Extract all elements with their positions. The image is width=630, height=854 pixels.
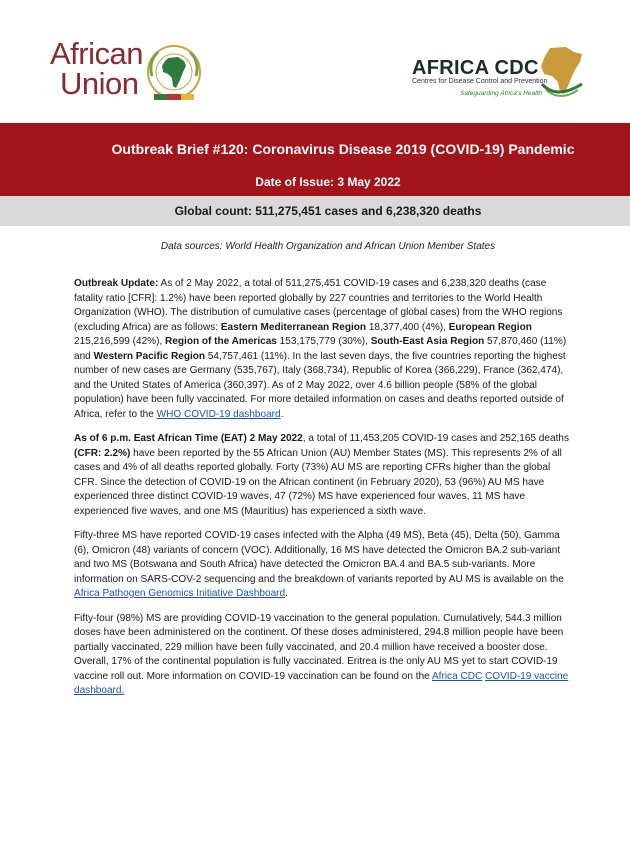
text-span: Fifty-four (98%) MS are providing COVID-19 vaccination to the general population. Cumulatively, 544.3 million doses have been administered on the continent. Of these doses administered, 294.8 million people have been partially vaccinated, 229 million have been fully vaccinated, and 20.4 million have received a booster dose. Overall, 17% of the continental population is fully vaccinated. Eritrea is the only AU MS yet to start COVID-19 vaccine roll out. More information on COVID-19 vaccination can be found on the — [74, 612, 564, 682]
region-amr: Region of the Americas — [165, 336, 277, 347]
text-span: 57,870,460 (11%) and — [74, 336, 567, 362]
text-span: 153,175,779 (30%), — [276, 336, 371, 347]
region-sear: South-East Asia Region — [370, 336, 485, 347]
vaccination-paragraph — [74, 612, 574, 699]
africa-summary-paragraph — [74, 432, 574, 519]
text-span: 18,377,400 (4%), — [366, 321, 449, 333]
cdc-logo-name: AFRICA CDC — [412, 57, 539, 79]
text-span: . — [285, 588, 288, 599]
au-logo-word-african: African — [50, 36, 143, 71]
text-span: , a total of 11,453,205 COVID-19 cases and 252,165 deaths — [302, 433, 569, 444]
africa-cdc-link[interactable]: Africa CDC — [431, 670, 483, 682]
global-count-banner — [0, 196, 630, 226]
data-sources: Data sources: World Health Organization and African Union Member States — [160, 241, 496, 252]
africa-summary-date: As of 6 p.m. East African Time (EAT) 2 May 2022 — [74, 433, 303, 444]
text-span: Fifty-three MS have reported COVID-19 cases infected with the Alpha (49 MS), Beta (45), Delta (50), Gamma (6), Omicron (48) variants of concern (VOC). Additionally, 16 MS have detected the Omicron BA.2 sub-variant and two MS (Botswana and South Africa) have detected the Omicron BA.4 and BA.5 sub-variants. More information on SARS-COV-2 sequencing and the breakdown of variants reported by AU MS is available on the — [74, 530, 564, 585]
vaccine-dashboard-link[interactable]: COVID-19 vaccine dashboard. — [74, 670, 569, 696]
brief-title: Outbreak Brief #120: Coronavirus Disease 2019 (COVID-19) Pandemic — [111, 141, 575, 157]
variants-paragraph — [74, 529, 574, 602]
outbreak-update-label: Outbreak Update: — [74, 278, 159, 289]
cdc-logo-subtitle: Centres for Disease Control and Prevention — [412, 78, 548, 85]
cdc-logo-tagline: Safeguarding Africa's Health — [460, 90, 542, 97]
au-logo-word-union: Union — [60, 66, 139, 101]
africa-cfr: (CFR: 2.2%) — [74, 447, 131, 459]
african-union-logo — [20, 36, 220, 116]
global-count: Global count: 511,275,451 cases and 6,238,320 deaths — [174, 204, 482, 218]
region-emr: Eastern Mediterranean Region — [220, 321, 367, 333]
text-span: As of 2 May 2022, a total of 511,275,451 COVID-19 cases and 6,238,320 deaths (case fatality ratio [CFR]: 1.2%) have been reported globally by 227 countries and territories to the World Health Organization (WHO). The distribution of cumulative cases (percentage of global cases) from the WHO regions (excluding Africa) are as follows: — [74, 278, 563, 333]
who-dashboard-link[interactable]: WHO COVID-19 dashboard — [156, 408, 281, 420]
region-wpr: Western Pacific Region — [93, 350, 206, 362]
region-eur: European Region — [448, 321, 532, 333]
brief-content — [74, 277, 574, 709]
text-span: have been reported by the 55 African Union (AU) Member States (MS). This represents 2% of all cases and 4% of all deaths reported globally. Forty (73%) AU MS are reporting CFRs higher than the global CFR. Since the detection of COVID-19 on the African continent (in February 2020), 53 (96%) AU MS have experienced three distinct COVID-19 waves, 47 (72%) MS have experienced four waves, 11 MS have experienced five waves, and one MS (Mauritius) has experienced a sixth wave. — [74, 447, 562, 517]
pathogen-genomics-dashboard-link[interactable]: Africa Pathogen Genomics Initiative Dashboard — [74, 588, 286, 599]
text-span: 215,216,599 (42%), — [74, 336, 166, 347]
au-emblem-icon — [144, 42, 204, 104]
africa-map-icon — [536, 44, 588, 102]
title-banner — [0, 123, 630, 196]
text-span: . — [280, 408, 284, 420]
text-span: 54,757,461 (11%). In the last seven days, the five countries reporting the highest number of new cases are Germany (535,767), Italy (368,734), Republic of Korea (366,229), France (362,474), and the United States of America (360,397). As of 2 May 2022, over 4.6 billion people (58% of the global population) have been fully vaccinated. For more detailed information on cases and deaths reported outside of Africa, refer to the — [74, 350, 566, 420]
africa-cdc-logo — [400, 44, 600, 114]
issue-date: Date of Issue: 3 May 2022 — [255, 175, 401, 189]
outbreak-update-paragraph — [74, 277, 574, 422]
